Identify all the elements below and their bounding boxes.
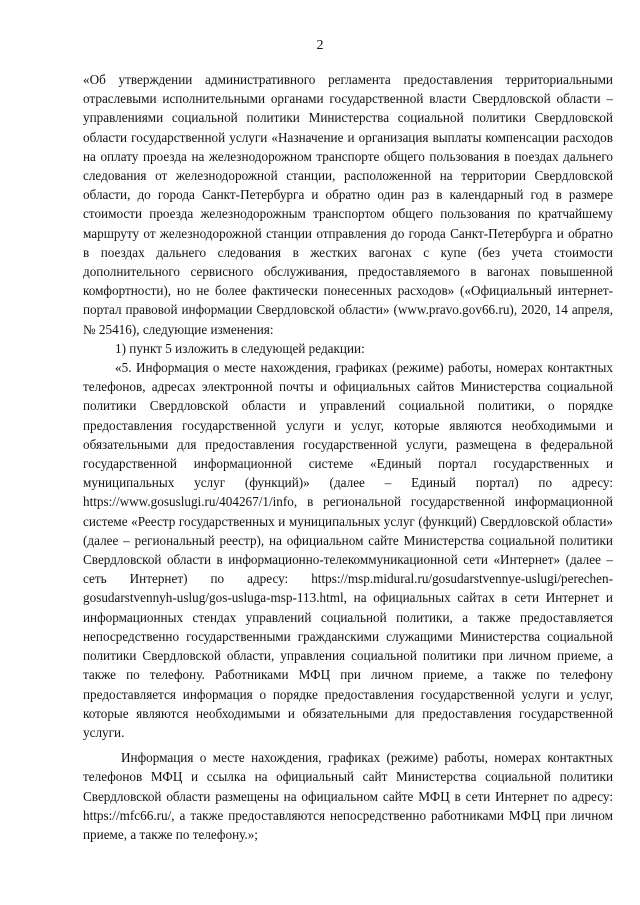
document-body xyxy=(83,70,613,844)
paragraph-point-5: «5. Информация о месте нахождения, графиках (режиме) работы, номерах контактных телефонов, адресах электронной почты и официальных сайтов Министерства социальной политики Свердловской области и управлений социальной политики, о порядке предоставления государственной услуги и услуг, которые являются необходимыми и обязательными для предоставления государственной услуги, размещена в федеральной государственной информационной системе «Единый портал государственных и муниципальных услуг (функций)» (далее – Единый портал) по адресу: https://www.gosuslugi.ru/404267/1/info, в региональной государственной информационной системе «Реестр государственных и муниципальных услуг (функций) Свердловской области» (далее – региональный реестр), на официальном сайте Министерства социальной политики Свердловской области в информационно-телекоммуникационной сети «Интернет» (далее – сеть Интернет) по адресу: https://msp.midural.ru/gosudarstvennye-uslugi/perechen-gosudarstvennyh-uslug/gos-usluga-msp-113.html, на официальных сайтах в сети Интернет и информационных стендах управлений социальной политики, а также предоставляется непосредственно государственными гражданскими служащими Министерства социальной политики Свердловской области, управления социальной политики при личном приеме, а также по телефону. Работниками МФЦ при личном приеме, а также по телефону предоставляется информация о порядке предоставления государственной услуги и услуг, которые являются необходимыми и обязательными для предоставления государственной услуги. xyxy=(83,360,613,740)
paragraph-mfc-info: Информация о месте нахождения, графиках (режиме) работы, номерах контактных телефонов МФЦ и ссылка на официальный сайт Министерства социальной политики Свердловской области размещены на официальном сайте МФЦ в сети Интернет по адресу: https://mfc66.ru/, а также предоставляются непосредственно работниками МФЦ при личном приеме, а также по телефону.»; xyxy=(83,750,613,842)
paragraph-regulation-title: «Об утверждении административного регламента предоставления территориальными отраслевыми исполнительными органами государственной власти Свердловской области – управлениями социальной политики Министерства социальной политики Свердловской области государственной услуги «Назначение и организация выплаты компенсации расходов на оплату проезда на железнодорожном транспорте общего пользования в поездах дальнего следования от железнодорожной станции, расположенной на территории Свердловской области, до города Санкт-Петербурга и обратно один раз в календарный год в размере стоимости проезда железнодорожным транспортом общего пользования по кратчайшему маршруту от железнодорожной станции отправления до города Санкт-Петербурга и обратно в поездах дальнего следования в жестких вагонах с купе (без учета стоимости дополнительного сервисного обслуживания, предоставляемого в вагонах повышенной комфортности), но не более фактически понесенных расходов» («Официальный интернет-портал правовой информации Свердловской области» (www.pravo.gov66.ru), 2020, 14 апреля, № 25416), следующие изменения: xyxy=(83,72,613,337)
page-number: 2 xyxy=(316,38,324,53)
paragraph-item-1: 1) пункт 5 изложить в следующей редакции: xyxy=(115,340,365,356)
